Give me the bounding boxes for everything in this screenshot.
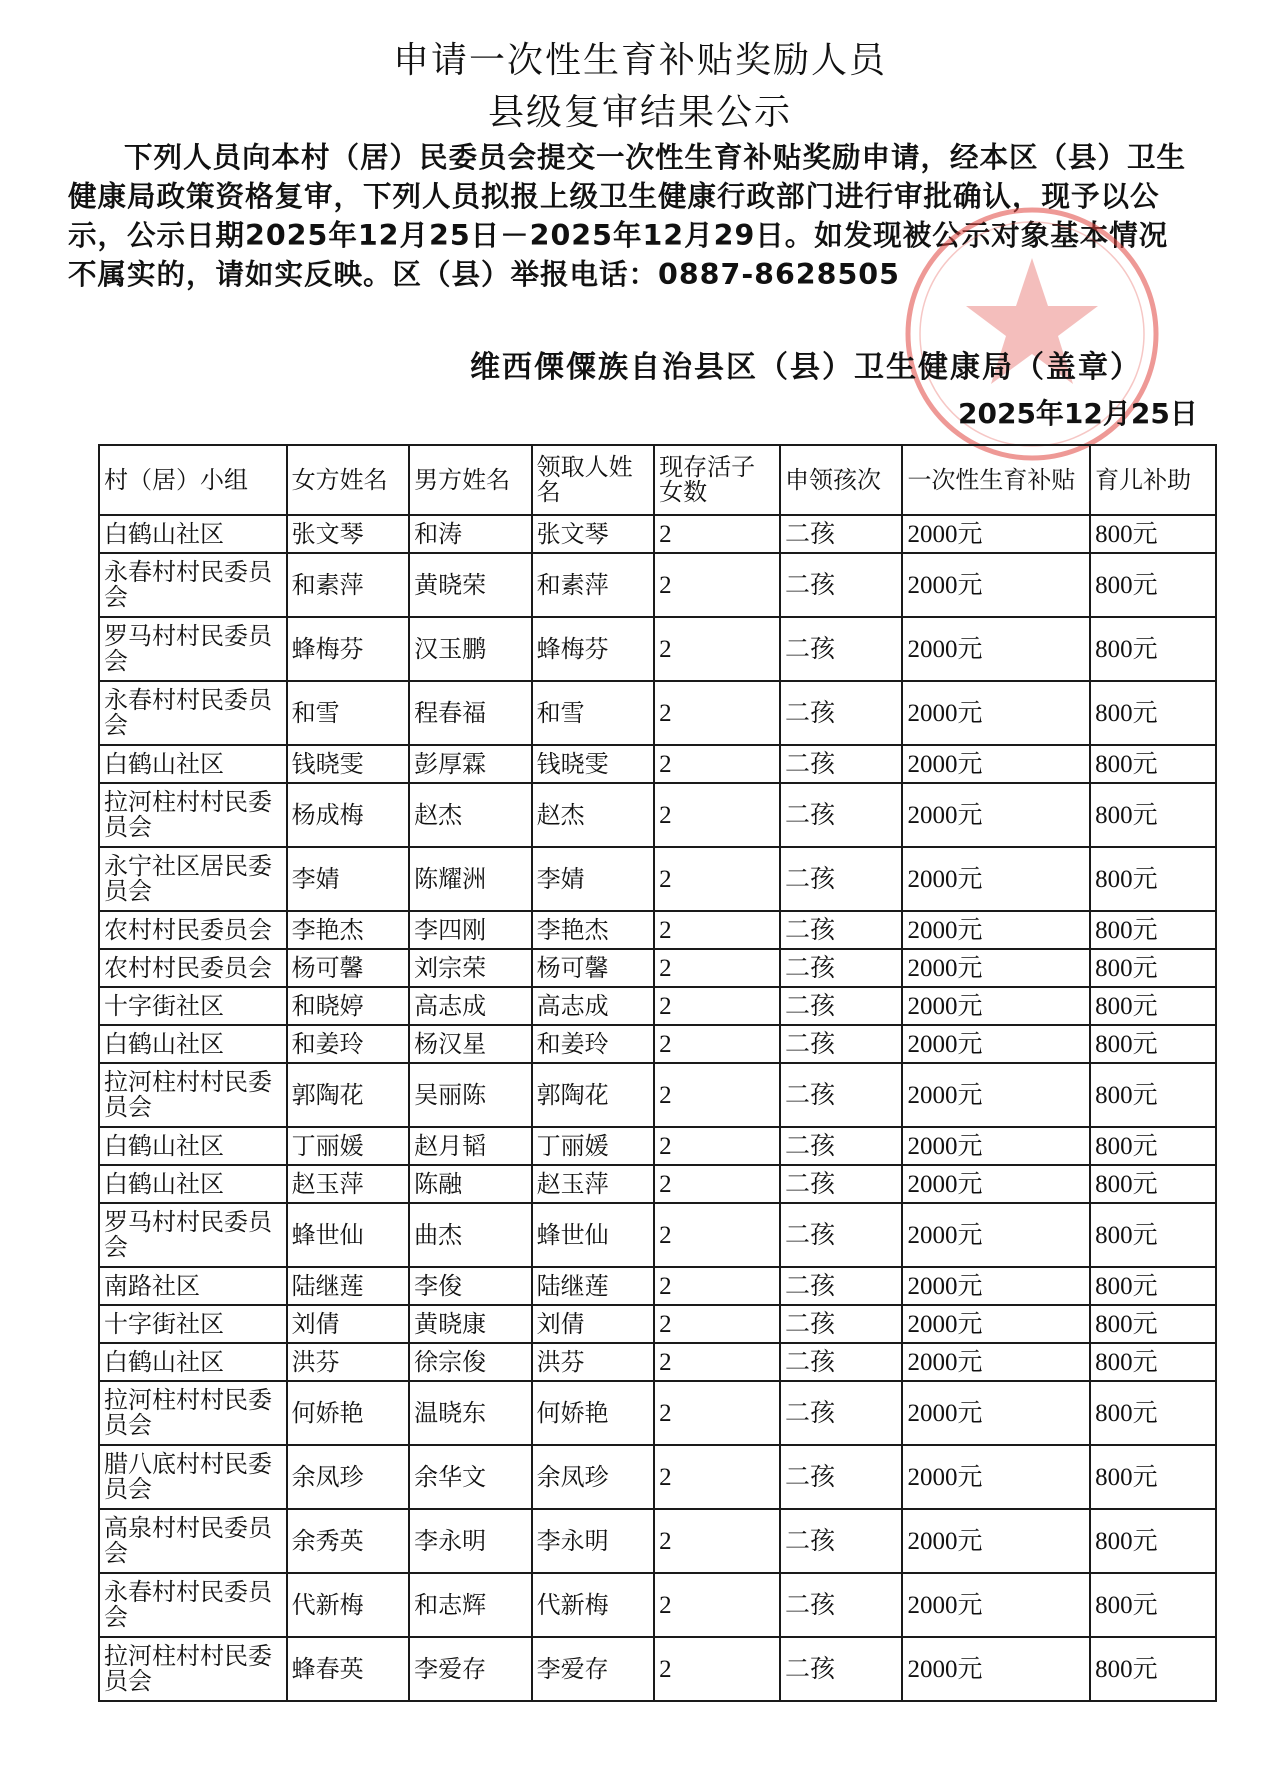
village-cell: 南路社区 [99, 1267, 287, 1305]
childcare-subsidy-cell: 800元 [1090, 1305, 1216, 1343]
table-row [99, 745, 1216, 783]
child-order-cell: 二孩 [780, 1165, 902, 1203]
child-order-cell: 二孩 [780, 987, 902, 1025]
living-children-cell: 2 [654, 1063, 780, 1127]
living-children-cell: 2 [654, 1381, 780, 1445]
village-cell: 白鹤山社区 [99, 515, 287, 553]
table-row [99, 515, 1216, 553]
header-male-name: 男方姓名 [409, 445, 531, 515]
table-row [99, 1267, 1216, 1305]
living-children-cell: 2 [654, 681, 780, 745]
recipient-name-cell: 赵玉萍 [532, 1165, 654, 1203]
female-name-cell: 蜂春英 [287, 1637, 409, 1701]
male-name-cell: 和涛 [409, 515, 531, 553]
village-cell: 罗马村村民委员会 [99, 1203, 287, 1267]
recipient-name-cell: 郭陶花 [532, 1063, 654, 1127]
village-cell: 拉河柱村村民委员会 [99, 1637, 287, 1701]
childcare-subsidy-cell: 800元 [1090, 681, 1216, 745]
childcare-subsidy-cell: 800元 [1090, 1445, 1216, 1509]
recipient-name-cell: 余凤珍 [532, 1445, 654, 1509]
childcare-subsidy-cell: 800元 [1090, 1343, 1216, 1381]
recipient-name-cell: 刘倩 [532, 1305, 654, 1343]
village-cell: 十字街社区 [99, 1305, 287, 1343]
header-living-children: 现存活子女数 [654, 445, 780, 515]
child-order-cell: 二孩 [780, 745, 902, 783]
male-name-cell: 彭厚霖 [409, 745, 531, 783]
childcare-subsidy-cell: 800元 [1090, 1573, 1216, 1637]
village-cell: 罗马村村民委员会 [99, 617, 287, 681]
childcare-subsidy-cell: 800元 [1090, 553, 1216, 617]
village-cell: 永春村村民委员会 [99, 553, 287, 617]
child-order-cell: 二孩 [780, 783, 902, 847]
male-name-cell: 刘宗荣 [409, 949, 531, 987]
female-name-cell: 杨成梅 [287, 783, 409, 847]
male-name-cell: 程春福 [409, 681, 531, 745]
birth-subsidy-cell: 2000元 [902, 1305, 1090, 1343]
table-row [99, 783, 1216, 847]
female-name-cell: 蜂梅芬 [287, 617, 409, 681]
village-cell: 十字街社区 [99, 987, 287, 1025]
village-cell: 腊八底村村民委员会 [99, 1445, 287, 1509]
table-row [99, 553, 1216, 617]
table-row [99, 1305, 1216, 1343]
female-name-cell: 和姜玲 [287, 1025, 409, 1063]
table-row [99, 847, 1216, 911]
village-cell: 高泉村村民委员会 [99, 1509, 287, 1573]
child-order-cell: 二孩 [780, 553, 902, 617]
living-children-cell: 2 [654, 745, 780, 783]
female-name-cell: 何娇艳 [287, 1381, 409, 1445]
recipient-name-cell: 李艳杰 [532, 911, 654, 949]
header-village: 村（居）小组 [99, 445, 287, 515]
female-name-cell: 代新梅 [287, 1573, 409, 1637]
living-children-cell: 2 [654, 1165, 780, 1203]
male-name-cell: 李爱存 [409, 1637, 531, 1701]
living-children-cell: 2 [654, 1127, 780, 1165]
female-name-cell: 和雪 [287, 681, 409, 745]
recipient-name-cell: 和雪 [532, 681, 654, 745]
village-cell: 白鹤山社区 [99, 1025, 287, 1063]
village-cell: 农村村民委员会 [99, 949, 287, 987]
village-cell: 拉河柱村村民委员会 [99, 783, 287, 847]
female-name-cell: 和素萍 [287, 553, 409, 617]
child-order-cell: 二孩 [780, 617, 902, 681]
child-order-cell: 二孩 [780, 847, 902, 911]
child-order-cell: 二孩 [780, 1063, 902, 1127]
birth-subsidy-cell: 2000元 [902, 1637, 1090, 1701]
childcare-subsidy-cell: 800元 [1090, 515, 1216, 553]
childcare-subsidy-cell: 800元 [1090, 1063, 1216, 1127]
male-name-cell: 李俊 [409, 1267, 531, 1305]
birth-subsidy-cell: 2000元 [902, 949, 1090, 987]
male-name-cell: 陈融 [409, 1165, 531, 1203]
recipients-table [98, 444, 1217, 1702]
female-name-cell: 和晓婷 [287, 987, 409, 1025]
female-name-cell: 李艳杰 [287, 911, 409, 949]
childcare-subsidy-cell: 800元 [1090, 1267, 1216, 1305]
table-row [99, 1127, 1216, 1165]
recipient-name-cell: 杨可馨 [532, 949, 654, 987]
table-header-row [99, 445, 1216, 515]
birth-subsidy-cell: 2000元 [902, 553, 1090, 617]
village-cell: 永宁社区居民委员会 [99, 847, 287, 911]
table-row [99, 1445, 1216, 1509]
childcare-subsidy-cell: 800元 [1090, 949, 1216, 987]
birth-subsidy-cell: 2000元 [902, 783, 1090, 847]
birth-subsidy-cell: 2000元 [902, 1063, 1090, 1127]
living-children-cell: 2 [654, 1445, 780, 1509]
child-order-cell: 二孩 [780, 1127, 902, 1165]
recipient-name-cell: 蜂梅芬 [532, 617, 654, 681]
male-name-cell: 余华文 [409, 1445, 531, 1509]
childcare-subsidy-cell: 800元 [1090, 1025, 1216, 1063]
birth-subsidy-cell: 2000元 [902, 1203, 1090, 1267]
page-subtitle: 县级复审结果公示 [487, 92, 792, 133]
recipient-name-cell: 丁丽媛 [532, 1127, 654, 1165]
female-name-cell: 余凤珍 [287, 1445, 409, 1509]
male-name-cell: 赵月韬 [409, 1127, 531, 1165]
table-row [99, 1063, 1216, 1127]
child-order-cell: 二孩 [780, 1203, 902, 1267]
birth-subsidy-cell: 2000元 [902, 1445, 1090, 1509]
recipient-name-cell: 钱晓雯 [532, 745, 654, 783]
living-children-cell: 2 [654, 1305, 780, 1343]
child-order-cell: 二孩 [780, 1267, 902, 1305]
childcare-subsidy-cell: 800元 [1090, 617, 1216, 681]
table-row [99, 1165, 1216, 1203]
male-name-cell: 李永明 [409, 1509, 531, 1573]
table-row [99, 681, 1216, 745]
male-name-cell: 和志辉 [409, 1573, 531, 1637]
notice-paragraph: 下列人员向本村（居）民委员会提交一次性生育补贴奖励申请，经本区（县）卫生健康局政策资格复审，下列人员拟报上级卫生健康行政部门进行审批确认，现予以公示，公示日期2025年12月25日－2025年12月29日。如发现被公示对象基本情况不属实的，请如实反映。区（县）举报电话：0887-8628505 [68, 141, 1187, 291]
female-name-cell: 李婧 [287, 847, 409, 911]
birth-subsidy-cell: 2000元 [902, 681, 1090, 745]
birth-subsidy-cell: 2000元 [902, 617, 1090, 681]
recipient-name-cell: 赵杰 [532, 783, 654, 847]
recipient-name-cell: 洪芬 [532, 1343, 654, 1381]
table-row [99, 1025, 1216, 1063]
village-cell: 农村村民委员会 [99, 911, 287, 949]
living-children-cell: 2 [654, 1509, 780, 1573]
birth-subsidy-cell: 2000元 [902, 1509, 1090, 1573]
table-row [99, 1381, 1216, 1445]
recipient-name-cell: 代新梅 [532, 1573, 654, 1637]
male-name-cell: 徐宗俊 [409, 1343, 531, 1381]
male-name-cell: 陈耀洲 [409, 847, 531, 911]
table-row [99, 1343, 1216, 1381]
page-title: 申请一次性生育补贴奖励人员 [392, 40, 887, 81]
living-children-cell: 2 [654, 515, 780, 553]
living-children-cell: 2 [654, 847, 780, 911]
childcare-subsidy-cell: 800元 [1090, 1127, 1216, 1165]
recipient-name-cell: 和素萍 [532, 553, 654, 617]
table-row [99, 617, 1216, 681]
village-cell: 拉河柱村村民委员会 [99, 1381, 287, 1445]
female-name-cell: 钱晓雯 [287, 745, 409, 783]
female-name-cell: 杨可馨 [287, 949, 409, 987]
male-name-cell: 高志成 [409, 987, 531, 1025]
childcare-subsidy-cell: 800元 [1090, 1203, 1216, 1267]
header-child-order: 申领孩次 [780, 445, 902, 515]
village-cell: 白鹤山社区 [99, 745, 287, 783]
childcare-subsidy-cell: 800元 [1090, 1381, 1216, 1445]
living-children-cell: 2 [654, 987, 780, 1025]
childcare-subsidy-cell: 800元 [1090, 987, 1216, 1025]
male-name-cell: 温晓东 [409, 1381, 531, 1445]
recipient-name-cell: 高志成 [532, 987, 654, 1025]
village-cell: 白鹤山社区 [99, 1343, 287, 1381]
child-order-cell: 二孩 [780, 1637, 902, 1701]
childcare-subsidy-cell: 800元 [1090, 847, 1216, 911]
male-name-cell: 黄晓康 [409, 1305, 531, 1343]
male-name-cell: 曲杰 [409, 1203, 531, 1267]
village-cell: 白鹤山社区 [99, 1127, 287, 1165]
female-name-cell: 余秀英 [287, 1509, 409, 1573]
living-children-cell: 2 [654, 1267, 780, 1305]
female-name-cell: 刘倩 [287, 1305, 409, 1343]
birth-subsidy-cell: 2000元 [902, 987, 1090, 1025]
header-birth-subsidy: 一次性生育补贴 [902, 445, 1090, 515]
living-children-cell: 2 [654, 553, 780, 617]
child-order-cell: 二孩 [780, 681, 902, 745]
header-childcare-subsidy: 育儿补助 [1090, 445, 1216, 515]
birth-subsidy-cell: 2000元 [902, 745, 1090, 783]
living-children-cell: 2 [654, 911, 780, 949]
child-order-cell: 二孩 [780, 949, 902, 987]
living-children-cell: 2 [654, 1203, 780, 1267]
birth-subsidy-cell: 2000元 [902, 1267, 1090, 1305]
living-children-cell: 2 [654, 783, 780, 847]
child-order-cell: 二孩 [780, 911, 902, 949]
issuer-signature: 维西傈僳族自治县区（县）卫生健康局（盖章） [470, 350, 1142, 385]
female-name-cell: 郭陶花 [287, 1063, 409, 1127]
table-row [99, 949, 1216, 987]
birth-subsidy-cell: 2000元 [902, 1573, 1090, 1637]
birth-subsidy-cell: 2000元 [902, 1165, 1090, 1203]
childcare-subsidy-cell: 800元 [1090, 1637, 1216, 1701]
recipient-name-cell: 和姜玲 [532, 1025, 654, 1063]
header-female-name: 女方姓名 [287, 445, 409, 515]
birth-subsidy-cell: 2000元 [902, 911, 1090, 949]
living-children-cell: 2 [654, 1573, 780, 1637]
table-row [99, 987, 1216, 1025]
childcare-subsidy-cell: 800元 [1090, 745, 1216, 783]
childcare-subsidy-cell: 800元 [1090, 911, 1216, 949]
child-order-cell: 二孩 [780, 515, 902, 553]
table-row [99, 911, 1216, 949]
issue-date: 2025年12月25日 [958, 397, 1198, 430]
birth-subsidy-cell: 2000元 [902, 515, 1090, 553]
female-name-cell: 张文琴 [287, 515, 409, 553]
recipient-name-cell: 李婧 [532, 847, 654, 911]
birth-subsidy-cell: 2000元 [902, 1127, 1090, 1165]
recipient-name-cell: 何娇艳 [532, 1381, 654, 1445]
living-children-cell: 2 [654, 1025, 780, 1063]
village-cell: 拉河柱村村民委员会 [99, 1063, 287, 1127]
birth-subsidy-cell: 2000元 [902, 1381, 1090, 1445]
table-row [99, 1573, 1216, 1637]
recipient-name-cell: 蜂世仙 [532, 1203, 654, 1267]
child-order-cell: 二孩 [780, 1305, 902, 1343]
male-name-cell: 汉玉鹏 [409, 617, 531, 681]
child-order-cell: 二孩 [780, 1343, 902, 1381]
birth-subsidy-cell: 2000元 [902, 847, 1090, 911]
child-order-cell: 二孩 [780, 1509, 902, 1573]
table-row [99, 1509, 1216, 1573]
child-order-cell: 二孩 [780, 1445, 902, 1509]
recipient-name-cell: 李永明 [532, 1509, 654, 1573]
birth-subsidy-cell: 2000元 [902, 1343, 1090, 1381]
recipient-name-cell: 李爱存 [532, 1637, 654, 1701]
living-children-cell: 2 [654, 1637, 780, 1701]
female-name-cell: 赵玉萍 [287, 1165, 409, 1203]
male-name-cell: 吴丽陈 [409, 1063, 531, 1127]
table-row [99, 1203, 1216, 1267]
female-name-cell: 蜂世仙 [287, 1203, 409, 1267]
living-children-cell: 2 [654, 617, 780, 681]
male-name-cell: 杨汉星 [409, 1025, 531, 1063]
child-order-cell: 二孩 [780, 1381, 902, 1445]
village-cell: 永春村村民委员会 [99, 1573, 287, 1637]
childcare-subsidy-cell: 800元 [1090, 1165, 1216, 1203]
child-order-cell: 二孩 [780, 1573, 902, 1637]
childcare-subsidy-cell: 800元 [1090, 783, 1216, 847]
male-name-cell: 赵杰 [409, 783, 531, 847]
village-cell: 永春村村民委员会 [99, 681, 287, 745]
female-name-cell: 洪芬 [287, 1343, 409, 1381]
male-name-cell: 黄晓荣 [409, 553, 531, 617]
child-order-cell: 二孩 [780, 1025, 902, 1063]
male-name-cell: 李四刚 [409, 911, 531, 949]
female-name-cell: 陆继莲 [287, 1267, 409, 1305]
village-cell: 白鹤山社区 [99, 1165, 287, 1203]
living-children-cell: 2 [654, 1343, 780, 1381]
recipient-name-cell: 张文琴 [532, 515, 654, 553]
childcare-subsidy-cell: 800元 [1090, 1509, 1216, 1573]
female-name-cell: 丁丽媛 [287, 1127, 409, 1165]
header-recipient-name: 领取人姓名 [532, 445, 654, 515]
table-row [99, 1637, 1216, 1701]
birth-subsidy-cell: 2000元 [902, 1025, 1090, 1063]
living-children-cell: 2 [654, 949, 780, 987]
recipient-name-cell: 陆继莲 [532, 1267, 654, 1305]
